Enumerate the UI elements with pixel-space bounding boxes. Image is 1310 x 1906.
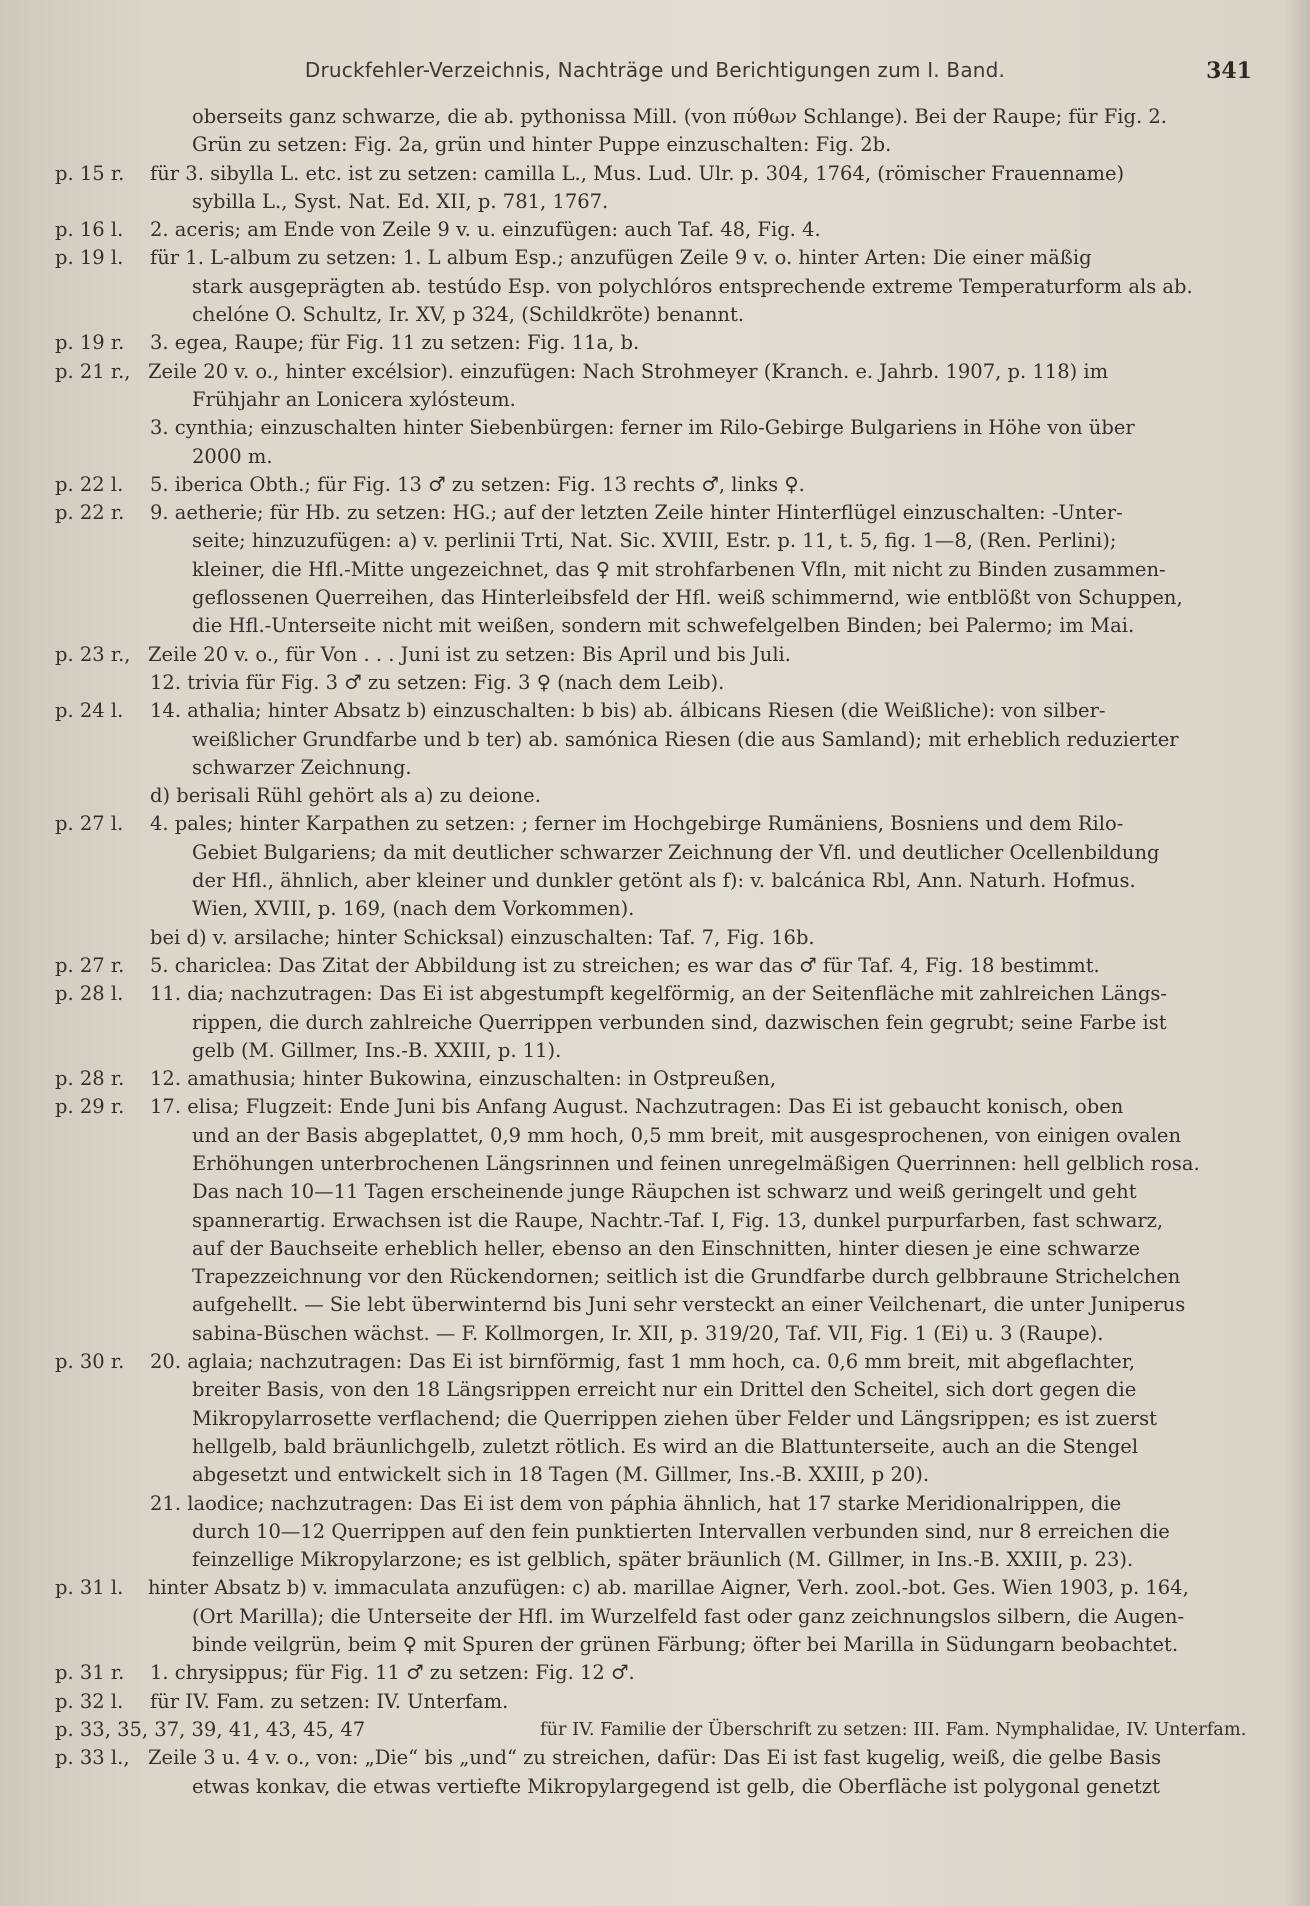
errata-line [0,1207,1310,1235]
errata-text: für IV. Familie der Überschrift zu setzen: III. Fam. Nymphalidae, IV. Unterfam. [540,1719,1247,1740]
page-reference: p. 19 l. [55,246,124,270]
errata-text: 5. chariclea: Das Zitat der Abbildung ist zu streichen; es war das ♂ für Taf. 4, Fig. 18 bestimmt. [150,953,1100,977]
page-reference: p. 23 r., [55,642,131,666]
page-reference: p. 33, 35, 37, 39, 41, 43, 45, 47 [55,1717,366,1741]
errata-line [0,726,1310,754]
errata-text: Zeile 3 u. 4 v. o., von: „Die“ bis „und“ zu streichen, dafür: Das Ei ist fast kugelig, weiß, die gelbe Basis [148,1746,1162,1770]
page-reference: p. 29 r. [55,1095,125,1119]
errata-line [0,980,1310,1008]
page-reference: p. 22 r. [55,501,125,525]
errata-line [0,1603,1310,1631]
errata-text: Gebiet Bulgariens; da mit deutlicher schwarzer Zeichnung der Vfl. und deutlicher Ocellenbildung [192,840,1160,864]
page-reference: p. 27 r. [55,953,125,977]
errata-text: (Ort Marilla); die Unterseite der Hfl. im Wurzelfeld fast oder ganz zeichnungslos silbern, die Augen- [192,1604,1185,1628]
errata-text: 12. trivia für Fig. 3 ♂ zu setzen: Fig. 3 ♀ (nach dem Leib). [150,670,725,694]
errata-text: 2. aceris; am Ende von Zeile 9 v. u. einzufügen: auch Taf. 48, Fig. 4. [150,218,821,242]
errata-text: 4. pales; hinter Karpathen zu setzen: ; ferner im Hochgebirge Rumäniens, Bosniens und dem Rilo- [150,812,1124,836]
errata-line [0,754,1310,782]
errata-text: für IV. Fam. zu setzen: IV. Unterfam. [150,1689,509,1713]
errata-line [0,1376,1310,1404]
errata-text: seite; hinzuzufügen: a) v. perlinii Trti, Nat. Sic. XVIII, Estr. p. 11, t. 5, fig. 1—8, (Ren. Perlini); [192,529,1117,553]
errata-text: der Hfl., ähnlich, aber kleiner und dunkler getönt als f): v. balcánica Rbl, Ann. Naturh. Hofmus. [192,869,1136,893]
errata-text: 9. aetherie; für Hb. zu setzen: HG.; auf der letzten Zeile hinter Hinterflügel einzuschalten: -Unter- [150,501,1123,525]
errata-text: 21. laodice; nachzutragen: Das Ei ist dem von páphia ähnlich, hat 17 starke Meridionalrippen, die [150,1491,1122,1515]
errata-line [0,1659,1310,1687]
errata-text: 3. egea, Raupe; für Fig. 11 zu setzen: Fig. 11a, b. [150,331,640,355]
errata-text: etwas konkav, die etwas vertiefte Mikropylargegend ist gelb, die Oberfläche ist polygonal genetzt [192,1774,1160,1798]
page-reference: p. 31 l. [55,1576,124,1600]
errata-text: Zeile 20 v. o., für Von . . . Juni ist zu setzen: Bis April und bis Juli. [148,642,791,666]
errata-text: 2000 m. [192,444,273,468]
running-title: Druckfehler-Verzeichnis, Nachträge und Berichtigungen zum I. Band. [304,58,1006,82]
errata-text: rippen, die durch zahlreiche Querrippen verbunden sind, dazwischen fein gegrubt; seine Farbe ist [192,1010,1167,1034]
errata-line [0,131,1310,159]
errata-text: durch 10—12 Querrippen auf den fein punktierten Intervallen verbunden sind, nur 8 erreichen die [192,1519,1170,1543]
errata-text: 5. iberica Obth.; für Fig. 13 ♂ zu setzen: Fig. 13 rechts ♂, links ♀. [150,472,805,496]
errata-text: kleiner, die Hfl.-Mitte ungezeichnet, das ♀ mit strohfarbenen Vfln, mit nicht zu Binden zusammen- [192,557,1166,581]
errata-text: hinter Absatz b) v. immaculata anzufügen: c) ab. marillae Aigner, Verh. zool.-bot. Ges. Wien 1903, p. 164, [148,1576,1189,1600]
errata-text: 17. elisa; Flugzeit: Ende Juni bis Anfang August. Nachzutragen: Das Ei ist gebaucht konisch, oben [150,1095,1124,1119]
errata-line [0,810,1310,838]
page-reference: p. 24 l. [55,699,124,723]
errata-line [0,188,1310,216]
errata-line [0,1490,1310,1518]
errata-text: binde veilgrün, beim ♀ mit Spuren der grünen Färbung; öfter bei Marilla in Südungarn beobachtet. [192,1633,1179,1657]
errata-line [0,1405,1310,1433]
errata-line [0,527,1310,555]
errata-line [0,1235,1310,1263]
errata-line [0,443,1310,471]
errata-line [0,1150,1310,1178]
errata-line [0,273,1310,301]
errata-line [0,499,1310,527]
errata-text: 14. athalia; hinter Absatz b) einzuschalten: b bis) ab. álbicans Riesen (die Weißliche): von silber- [150,699,1106,723]
errata-line [0,301,1310,329]
errata-line [0,952,1310,980]
page-number: 341 [1206,58,1252,84]
errata-text: weißlicher Grundfarbe und b ter) ab. samónica Riesen (die aus Samland); mit erheblich reduzierter [192,727,1179,751]
errata-line [0,1348,1310,1376]
page-reference: p. 21 r., [55,359,131,383]
errata-text: 11. dia; nachzutragen: Das Ei ist abgestumpft kegelförmig, an der Seitenfläche mit zahlreichen Längs- [150,982,1168,1006]
page-reference: p. 28 l. [55,982,124,1006]
errata-line [0,160,1310,188]
errata-text: chelóne O. Schultz, Ir. XV, p 324, (Schildkröte) benannt. [192,303,745,327]
errata-text: hellgelb, bald bräunlichgelb, zuletzt rötlich. Es wird an die Blattunterseite, auch an die Stengel [192,1434,1139,1458]
errata-text: geflossenen Querreihen, das Hinterleibsfeld der Hfl. weiß schimmernd, wie entblößt von Schuppen, [192,586,1183,610]
errata-line [0,1291,1310,1319]
errata-line [0,895,1310,923]
page-reference: p. 30 r. [55,1350,125,1374]
errata-text: für 1. L-album zu setzen: 1. L album Esp.; anzufügen Zeile 9 v. o. hinter Arten: Die einer mäßig [150,246,1092,270]
page-reference: p. 33 l., [55,1746,130,1770]
errata-text: 3. cynthia; einzuschalten hinter Siebenbürgen: ferner im Rilo-Gebirge Bulgariens in Höhe von über [150,416,1135,440]
errata-line [0,1065,1310,1093]
errata-line [0,414,1310,442]
errata-line [0,584,1310,612]
errata-text: Grün zu setzen: Fig. 2a, grün und hinter Puppe einzuschalten: Fig. 2b. [192,133,892,157]
page-reference: p. 31 r. [55,1661,125,1685]
errata-text: auf der Bauchseite erheblich heller, ebenso an den Einschnitten, hinter diesen je eine schwarze [192,1236,1141,1260]
errata-line [0,358,1310,386]
errata-text: oberseits ganz schwarze, die ab. pythonissa Mill. (von πύθων Schlange). Bei der Raupe; für Fig. 2. [192,105,1167,128]
errata-text: 1. chrysippus; für Fig. 11 ♂ zu setzen: Fig. 12 ♂. [150,1661,635,1685]
errata-line [0,1433,1310,1461]
errata-line [0,103,1310,131]
errata-line [0,386,1310,414]
errata-text: Zeile 20 v. o., hinter excélsior). einzufügen: Nach Strohmeyer (Kranch. e. Jahrb. 1907, p. 118) im [148,359,1109,383]
errata-line [0,1009,1310,1037]
page-reference: p. 28 r. [55,1067,125,1091]
errata-line [0,244,1310,272]
errata-line [0,1037,1310,1065]
errata-text: und an der Basis abgeplattet, 0,9 mm hoch, 0,5 mm breit, mit ausgesprochenen, von einigen ovalen [192,1123,1182,1147]
errata-text: spannerartig. Erwachsen ist die Raupe, Nachtr.-Taf. I, Fig. 13, dunkel purpurfarben, fast schwarz, [192,1208,1164,1232]
errata-text: gelb (M. Gillmer, Ins.-B. XXIII, p. 11). [192,1038,562,1062]
errata-line [0,839,1310,867]
page-reference: p. 19 r. [55,331,125,355]
errata-line [0,1773,1310,1801]
errata-line [0,924,1310,952]
errata-text: für 3. sibylla L. etc. ist zu setzen: camilla L., Mus. Lud. Ulr. p. 304, 1764, (römischer Frauenname) [150,161,1125,185]
errata-text: sybilla L., Syst. Nat. Ed. XII, p. 781, 1767. [192,189,609,213]
errata-text: feinzellige Mikropylarzone; es ist gelblich, später bräunlich (M. Gillmer, in Ins.-B. XXIII, p. 23). [192,1548,1134,1572]
errata-line [0,1461,1310,1489]
page-reference: p. 15 r. [55,161,125,185]
errata-line [0,867,1310,895]
errata-text: Das nach 10—11 Tagen erscheinende junge Räupchen ist schwarz und weiß geringelt und geht [192,1180,1137,1204]
page-reference: p. 22 l. [55,472,124,496]
errata-line [0,471,1310,499]
errata-line [0,1716,1310,1744]
errata-text: stark ausgeprägten ab. testúdo Esp. von polychlóros entsprechende extreme Temperaturform als ab. [192,274,1193,298]
errata-text: Erhöhungen unterbrochenen Längsrinnen und feinen unregelmäßigen Querrinnen: hell gelblich rosa. [192,1151,1200,1175]
errata-text: bei d) v. arsilache; hinter Schicksal) einzuschalten: Taf. 7, Fig. 16b. [150,925,815,949]
errata-text: abgesetzt und entwickelt sich in 18 Tagen (M. Gillmer, Ins.-B. XXIII, p 20). [192,1463,930,1487]
page-reference: p. 16 l. [55,218,124,242]
errata-line [0,1518,1310,1546]
errata-text: Wien, XVIII, p. 169, (nach dem Vorkommen). [192,897,635,921]
errata-text: sabina-Büschen wächst. — F. Kollmorgen, Ir. XII, p. 319/20, Taf. VII, Fig. 1 (Ei) u. 3 (Raupe). [192,1321,1104,1345]
errata-line [0,1320,1310,1348]
errata-line [0,556,1310,584]
errata-line [0,641,1310,669]
errata-line [0,612,1310,640]
errata-list [0,103,1310,1801]
errata-text: Mikropylarrosette verflachend; die Querrippen ziehen über Felder und Längsrippen; es ist zuerst [192,1406,1157,1430]
errata-line [0,1744,1310,1772]
errata-text: Frühjahr an Lonicera xylósteum. [192,387,516,411]
page-reference: p. 27 l. [55,812,124,836]
errata-line [0,1263,1310,1291]
errata-line [0,1688,1310,1716]
errata-text: Trapezzeichnung vor den Rückendornen; seitlich ist die Grundfarbe durch gelbbraune Strichelchen [192,1265,1181,1289]
errata-line [0,1122,1310,1150]
errata-line [0,329,1310,357]
errata-line [0,1178,1310,1206]
errata-line [0,782,1310,810]
running-header [0,58,1310,98]
errata-line [0,216,1310,244]
errata-text: aufgehellt. — Sie lebt überwinternd bis Juni sehr versteckt an einer Veilchenart, die unter Juniperus [192,1293,1186,1317]
errata-text: d) berisali Rühl gehört als a) zu deione. [150,784,541,808]
errata-line [0,1631,1310,1659]
errata-text: schwarzer Zeichnung. [192,755,412,779]
errata-text: breiter Basis, von den 18 Längsrippen erreicht nur ein Drittel den Scheitel, sich dort gegen die [192,1378,1137,1402]
errata-text: 12. amathusia; hinter Bukowina, einzuschalten: in Ostpreußen, [150,1067,777,1091]
errata-line [0,697,1310,725]
errata-line [0,1093,1310,1121]
errata-line [0,669,1310,697]
errata-line [0,1574,1310,1602]
errata-line [0,1546,1310,1574]
errata-text: die Hfl.-Unterseite nicht mit weißen, sondern mit schwefelgelben Binden; bei Palermo; im Mai. [192,614,1135,638]
errata-text: 20. aglaia; nachzutragen: Das Ei ist birnförmig, fast 1 mm hoch, ca. 0,6 mm breit, mit abgeflachter, [150,1350,1136,1374]
page-reference: p. 32 l. [55,1689,124,1713]
